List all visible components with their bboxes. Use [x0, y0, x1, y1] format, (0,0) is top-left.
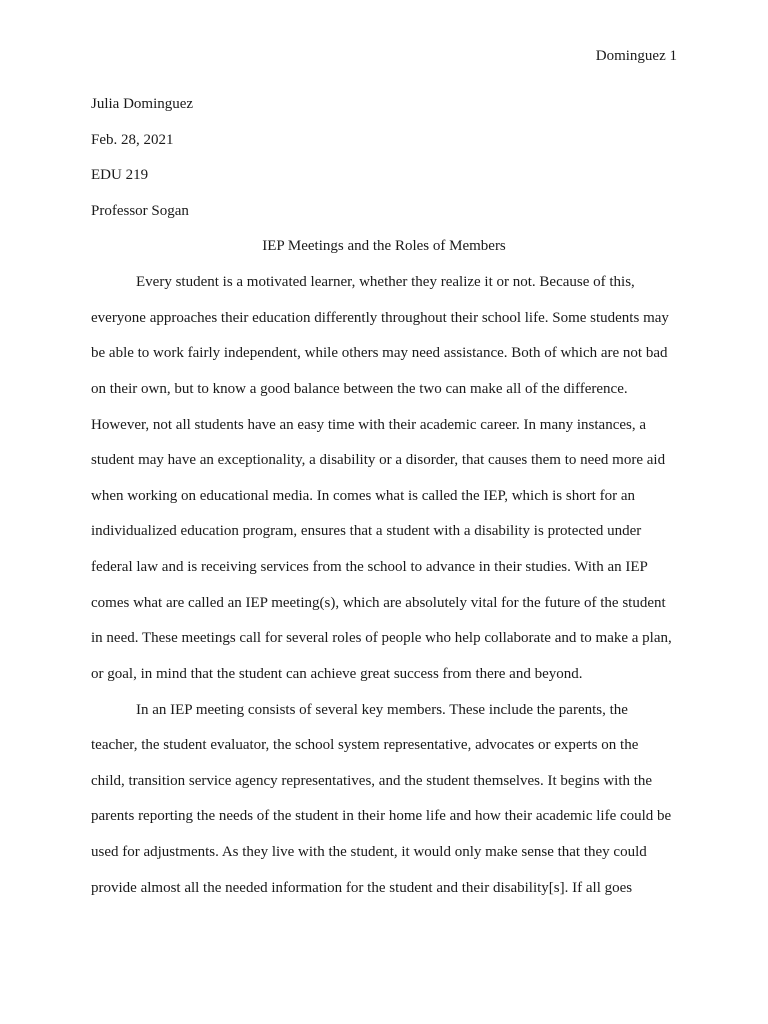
paragraph-line: everyone approaches their education differently throughout their school life. Some students may — [91, 310, 669, 326]
paragraph-line: parents reporting the needs of the student in their home life and how their academic life could be — [91, 808, 672, 824]
paragraph-line: However, not all students have an easy time with their academic career. In many instances, a — [91, 417, 647, 433]
author-name: Julia Dominguez — [91, 96, 194, 112]
course-code: EDU 219 — [91, 167, 149, 183]
paragraph-line: comes what are called an IEP meeting(s), which are absolutely vital for the future of the student — [91, 595, 666, 611]
document-date: Feb. 28, 2021 — [91, 132, 174, 148]
paragraph-line: child, transition service agency representatives, and the student themselves. It begins with the — [91, 773, 653, 789]
paragraph-line: when working on educational media. In comes what is called the IEP, which is short for an — [91, 488, 636, 504]
paragraph-line: on their own, but to know a good balance between the two can make all of the difference. — [91, 381, 628, 397]
paragraph-line: teacher, the student evaluator, the school system representative, advocates or experts on the — [91, 737, 639, 753]
running-head-page-number: Dominguez 1 — [595, 48, 677, 64]
paragraph-line: used for adjustments. As they live with the student, it would only make sense that they could — [91, 844, 647, 860]
paragraph-line: federal law and is receiving services from the school to advance in their studies. With an IEP — [91, 559, 648, 575]
paragraph-line: or goal, in mind that the student can achieve great success from there and beyond. — [91, 666, 583, 682]
paragraph-line: provide almost all the needed information for the student and their disability[s]. If all goes — [91, 880, 633, 896]
paragraph-line: in need. These meetings call for several roles of people who help collaborate and to make a plan, — [91, 630, 672, 646]
paragraph-line: Every student is a motivated learner, whether they realize it or not. Because of this, — [136, 274, 635, 290]
paragraph-line: In an IEP meeting consists of several key members. These include the parents, the — [136, 702, 628, 718]
essay-title: IEP Meetings and the Roles of Members — [262, 238, 506, 254]
paragraph-line: individualized education program, ensures that a student with a disability is protected under — [91, 523, 642, 539]
instructor-name: Professor Sogan — [91, 203, 189, 219]
paragraph-line: student may have an exceptionality, a disability or a disorder, that causes them to need more aid — [91, 452, 666, 468]
paragraph-line: be able to work fairly independent, while others may need assistance. Both of which are not bad — [91, 345, 668, 361]
